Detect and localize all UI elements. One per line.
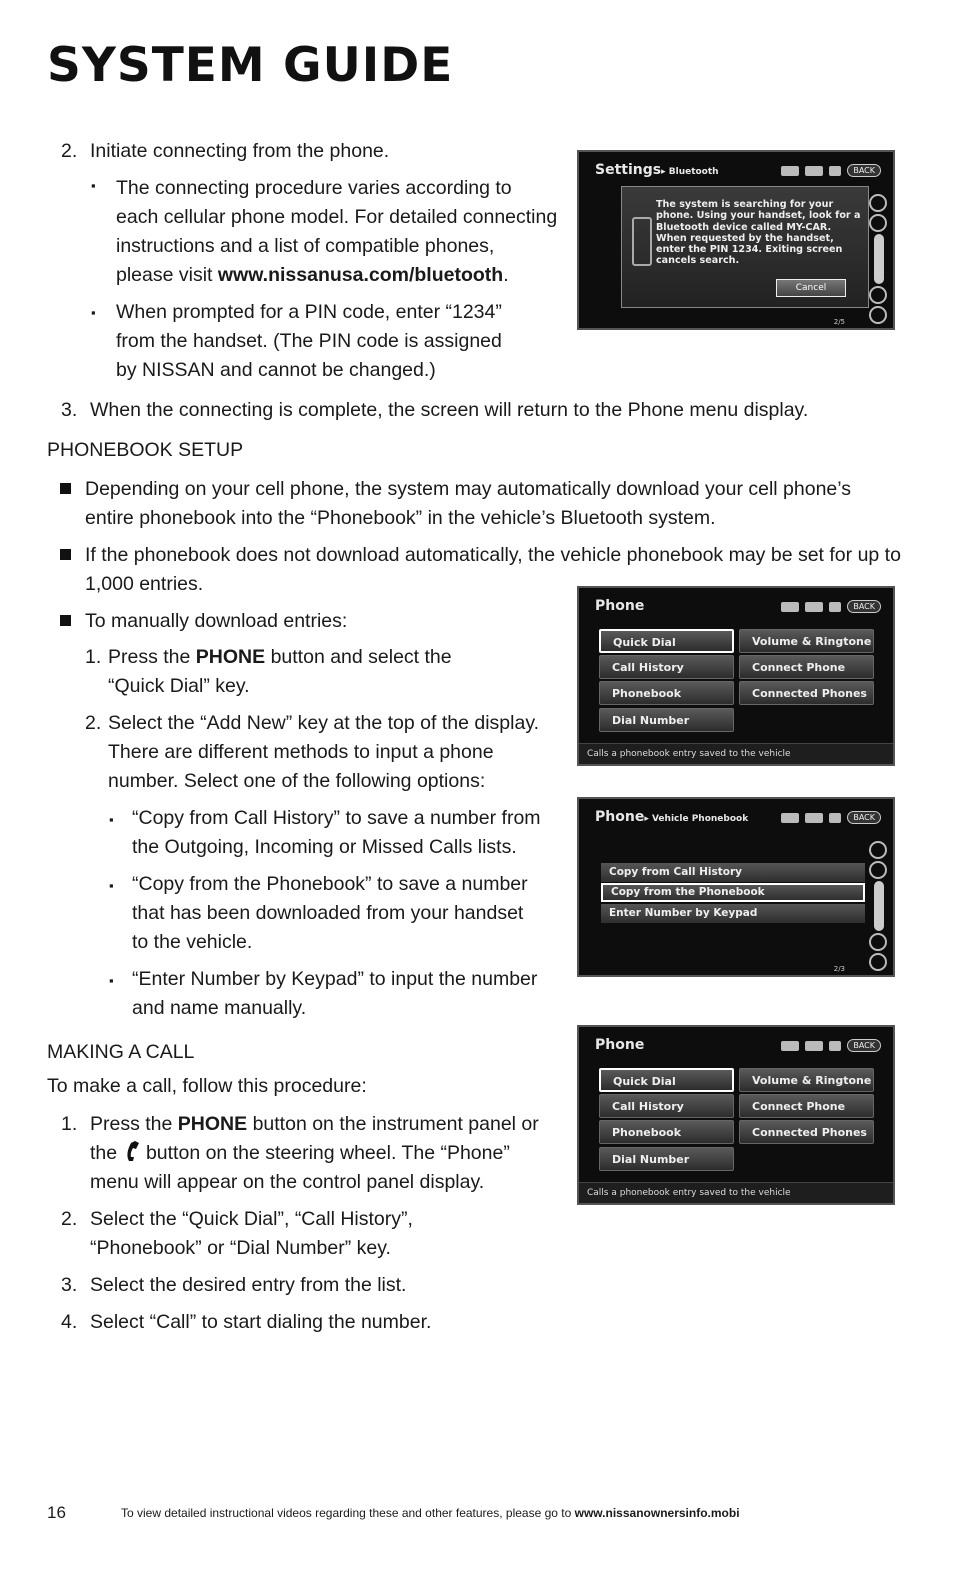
call-history-button[interactable]: Call History	[599, 1094, 734, 1118]
bullet-text: each cellular phone model. For detailed connecting	[116, 206, 558, 228]
page-indicator: 2/3	[833, 965, 845, 973]
connected-phones-button[interactable]: Connected Phones	[739, 1120, 874, 1144]
scrollbar[interactable]	[874, 234, 884, 284]
phone-menu-screen	[577, 586, 895, 766]
step-number: 3.	[61, 1274, 78, 1296]
step-text	[90, 1139, 510, 1168]
battery-icon	[805, 602, 823, 612]
step-text: There are different methods to input a phone	[108, 741, 494, 763]
phone-keyword: PHONE	[195, 646, 266, 668]
option-text: the Outgoing, Incoming or Missed Calls lists.	[132, 836, 517, 858]
signal-icon	[829, 1041, 841, 1051]
bullet-marker: ▪	[109, 812, 114, 827]
step-text: Initiate connecting from the phone.	[90, 140, 390, 162]
cancel-button[interactable]: Cancel	[776, 279, 846, 297]
text-fragment: Press the	[108, 646, 196, 668]
page-number: 16	[47, 1503, 66, 1522]
bluetooth-search-screen	[577, 150, 895, 330]
text-fragment: button on the instrument panel or	[247, 1113, 539, 1135]
list-item-text: entire phonebook into the “Phonebook” in the vehicle’s Bluetooth system.	[85, 507, 716, 529]
quick-dial-button[interactable]: Quick Dial	[599, 1068, 734, 1092]
scroll-down-icon[interactable]	[869, 306, 887, 324]
phonebook-button[interactable]: Phonebook	[599, 681, 734, 705]
bullet-text: from the handset. (The PIN code is assigned	[116, 330, 502, 352]
call-history-button[interactable]: Call History	[599, 655, 734, 679]
intro-text: To make a call, follow this procedure:	[47, 1075, 367, 1097]
back-button[interactable]: BACK	[847, 164, 881, 177]
scroll-down-icon[interactable]	[869, 953, 887, 971]
bluetooth-status-icon	[781, 166, 799, 176]
text-fragment: the	[90, 1142, 123, 1164]
back-button[interactable]: BACK	[847, 1039, 881, 1052]
list-item[interactable]: Copy from Call History	[601, 863, 865, 882]
bullet-text: instructions and a list of compatible phones,	[116, 235, 495, 257]
status-bar	[781, 1039, 881, 1052]
scroll-down-icon[interactable]	[869, 286, 887, 304]
footer-link[interactable]: www.nissanownersinfo.mobi	[574, 1506, 740, 1520]
step-text: Select “Call” to start dialing the number.	[90, 1311, 432, 1333]
option-text: that has been downloaded from your handset	[132, 902, 524, 924]
step-number: 2.	[85, 712, 102, 734]
phone-handset-icon	[632, 217, 652, 266]
dial-number-button[interactable]: Dial Number	[599, 708, 734, 732]
section-heading: MAKING A CALL	[47, 1041, 195, 1063]
option-text: “Enter Number by Keypad” to input the number	[132, 968, 538, 990]
list-item[interactable]: Enter Number by Keypad	[601, 904, 865, 923]
steering-phone-icon	[123, 1140, 141, 1162]
step-text: Select the desired entry from the list.	[90, 1274, 407, 1296]
vehicle-phonebook-screen	[577, 797, 895, 977]
step-text: Select the “Quick Dial”, “Call History”,	[90, 1208, 413, 1230]
battery-icon	[805, 166, 823, 176]
screen-subtitle: ▸ Bluetooth	[661, 167, 719, 177]
footer-note	[121, 1506, 740, 1520]
signal-icon	[829, 166, 841, 176]
search-dialog	[621, 186, 869, 308]
back-button[interactable]: BACK	[847, 600, 881, 613]
square-bullet-icon	[60, 549, 71, 560]
section-heading: PHONEBOOK SETUP	[47, 439, 244, 461]
bullet-marker: ▪	[91, 305, 96, 320]
scrollbar[interactable]	[874, 881, 884, 931]
bullet-text	[116, 261, 509, 290]
list-item[interactable]: Copy from the Phonebook	[601, 883, 865, 902]
status-bar	[781, 600, 881, 613]
signal-icon	[829, 602, 841, 612]
bluetooth-status-icon	[781, 602, 799, 612]
square-bullet-icon	[60, 483, 71, 494]
bullet-text: The connecting procedure varies according to	[116, 177, 512, 199]
step-text: Select the “Add New” key at the top of the display.	[108, 712, 540, 734]
connected-phones-button[interactable]: Connected Phones	[739, 681, 874, 705]
bluetooth-status-icon	[781, 1041, 799, 1051]
step-text: “Phonebook” or “Dial Number” key.	[90, 1237, 391, 1259]
footer-text: To view detailed instructional videos regarding these and other features, please go to	[121, 1506, 575, 1520]
bullet-text: by NISSAN and cannot be changed.)	[116, 359, 436, 381]
back-button[interactable]: BACK	[847, 811, 881, 824]
dialog-message: The system is searching for your phone. Using your handset, look for a Bluetooth device called MY-CAR. When requested by the handset, enter the PIN 1234. Exiting screen cancels search.	[656, 199, 861, 267]
list-item-text: If the phonebook does not download automatically, the vehicle phonebook may be set for up to	[85, 544, 901, 566]
scroll-up-icon[interactable]	[869, 841, 887, 859]
signal-icon	[829, 813, 841, 823]
option-text: “Copy from the Phonebook” to save a number	[132, 873, 528, 895]
connect-phone-button[interactable]: Connect Phone	[739, 1094, 874, 1118]
scroll-up-icon[interactable]	[869, 861, 887, 879]
screen-subtitle: ▸ Vehicle Phonebook	[644, 814, 749, 824]
step-number: 1.	[85, 646, 102, 668]
volume-ringtone-button[interactable]: Volume & Ringtone	[739, 1068, 874, 1092]
scroll-down-icon[interactable]	[869, 933, 887, 951]
step-text	[90, 1110, 539, 1139]
square-bullet-icon	[60, 615, 71, 626]
battery-icon	[805, 813, 823, 823]
step-number: 4.	[61, 1311, 78, 1333]
bullet-marker: ▪	[91, 178, 96, 193]
phonebook-button[interactable]: Phonebook	[599, 1120, 734, 1144]
text-fragment: .	[503, 264, 509, 286]
text-fragment: please visit	[116, 264, 218, 286]
phone-keyword: PHONE	[177, 1113, 248, 1135]
step-text: number. Select one of the following options:	[108, 770, 486, 792]
bullet-text: When prompted for a PIN code, enter “1234”	[116, 301, 502, 323]
screen-title	[595, 809, 748, 825]
page-title: SYSTEM GUIDE	[47, 38, 454, 93]
step-text	[108, 643, 452, 672]
bluetooth-link[interactable]: www.nissanusa.com/bluetooth	[217, 264, 504, 286]
list-item-text: Depending on your cell phone, the system may automatically download your cell phone’s	[85, 478, 852, 500]
status-bar	[781, 811, 881, 824]
list-item-text: 1,000 entries.	[85, 573, 204, 595]
step-text: menu will appear on the control panel display.	[90, 1171, 485, 1193]
screen-footer: Calls a phonebook entry saved to the vehicle	[579, 743, 893, 764]
screen-title: Phone	[595, 598, 645, 614]
scroll-up-icon[interactable]	[869, 194, 887, 212]
bullet-marker: ▪	[109, 973, 114, 988]
phone-menu-screen	[577, 1025, 895, 1205]
step-number: 3.	[61, 399, 78, 421]
step-text: “Quick Dial” key.	[108, 675, 250, 697]
connect-phone-button[interactable]: Connect Phone	[739, 655, 874, 679]
step-text: When the connecting is complete, the screen will return to the Phone menu display.	[90, 399, 809, 421]
status-bar	[781, 164, 881, 177]
option-text: to the vehicle.	[132, 931, 253, 953]
text-fragment: button and select the	[265, 646, 452, 668]
screen-title	[595, 162, 719, 178]
screen-footer: Calls a phonebook entry saved to the vehicle	[579, 1182, 893, 1203]
bluetooth-status-icon	[781, 813, 799, 823]
screen-title-text: Settings	[595, 162, 662, 178]
screen-title-text: Phone	[595, 809, 645, 825]
volume-ringtone-button[interactable]: Volume & Ringtone	[739, 629, 874, 653]
list-item-text: To manually download entries:	[85, 610, 348, 632]
option-text: “Copy from Call History” to save a number from	[132, 807, 541, 829]
text-fragment: Press the	[90, 1113, 178, 1135]
dial-number-button[interactable]: Dial Number	[599, 1147, 734, 1171]
page-indicator: 2/5	[833, 318, 845, 326]
screen-title: Phone	[595, 1037, 645, 1053]
scroll-up-icon[interactable]	[869, 214, 887, 232]
step-number: 2.	[61, 140, 78, 162]
bullet-marker: ▪	[109, 878, 114, 893]
option-text: and name manually.	[132, 997, 307, 1019]
text-fragment: button on the steering wheel. The “Phone”	[140, 1142, 510, 1164]
battery-icon	[805, 1041, 823, 1051]
quick-dial-button[interactable]: Quick Dial	[599, 629, 734, 653]
step-number: 2.	[61, 1208, 78, 1230]
step-number: 1.	[61, 1113, 78, 1135]
